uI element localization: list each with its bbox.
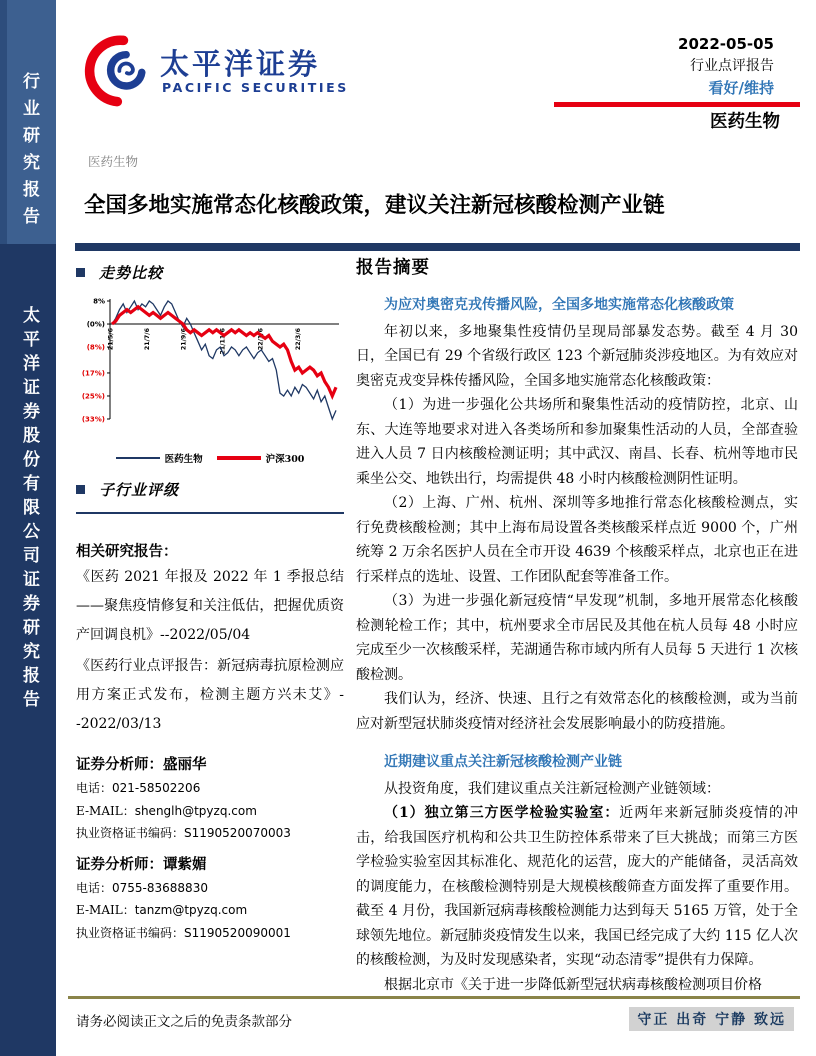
- analyst-phone: 电话：0755-83688830: [76, 880, 208, 895]
- report-meta-block: [554, 34, 800, 135]
- summary-paragraph: （3）为进一步强化新冠疫情“早发现”机制，多地开展常态化核酸检测轮检工作；其中，杭州要求全市居民及其他在杭人员每 48 小时应完成至少一次核酸采样，芜湖通告称市域内所有人员每 5 天进行 1 次核酸检测。: [356, 593, 798, 683]
- analyst-phone: 电话：021-58502206: [76, 781, 201, 795]
- company-logo-block: [84, 28, 464, 120]
- trend-comparison-chart: [76, 291, 344, 443]
- left-column: [76, 258, 344, 944]
- analyst-email: E-MAIL：shenglh@tpyzq.com: [76, 803, 257, 818]
- summary-paragraph: 根据北京市《关于进一步降低新型冠状病毒核酸检测项目价格: [384, 976, 762, 993]
- svg-text:21/5/6: 21/5/6: [107, 328, 115, 351]
- trend-section-title: 走势比较: [99, 264, 164, 282]
- analyst-email: E-MAIL：tanzm@tpyzq.com: [76, 903, 248, 917]
- svg-text:(25%): (25%): [81, 392, 105, 401]
- report-date: 2022-05-05: [678, 35, 774, 53]
- legend-item: 医药生物: [116, 451, 203, 465]
- summary-paragraph: 我们认为，经济、快速、且行之有效常态化的核酸检测，或为当前应对新型冠状肺炎疫情对经济社会发展影响最小的防疫措施。: [356, 691, 798, 732]
- chart-legend: [76, 451, 344, 465]
- legend-item: 沪深300: [217, 451, 305, 465]
- svg-text:21/7/6: 21/7/6: [143, 328, 151, 351]
- svg-text:(33%): (33%): [81, 415, 105, 424]
- sidebar-company-vertical: 太平洋证券股份有限公司证券研究报告: [19, 306, 39, 714]
- analysts-section: [76, 753, 344, 944]
- left-sidebar: [0, 0, 56, 1056]
- summary-subheading: 近期建议重点关注新冠核酸检测产业链: [384, 754, 622, 770]
- footer-divider-line: [68, 996, 800, 999]
- summary-body: [356, 293, 798, 997]
- analyst-name: 证券分析师：谭紫媚: [76, 855, 207, 873]
- brand-name-en: PACIFIC SECURITIES: [162, 80, 349, 95]
- sidebar-bottom-band: [0, 244, 56, 1056]
- title-divider-bar: [75, 243, 800, 251]
- summary-heading: 报告摘要: [356, 258, 430, 278]
- sidebar-report-category-vertical: 行业研究报告: [19, 72, 39, 234]
- brand-name-cn: 太平洋证券: [160, 47, 321, 81]
- summary-paragraph: （1）为进一步强化公共场所和聚集性活动的疫情防控，北京、山东、大连等地要求对进入各类场所和参加聚集性活动的人员，全部查验进入人员 7 日内核酸检测证明；其中武汉、南昌、长春、杭州等地市民乘坐公交、地铁出行，均需提供 48 小时内核酸检测阴性证明。: [356, 397, 798, 487]
- trend-section-header: [76, 262, 344, 283]
- footer-motto: 守正 出奇 宁静 致远: [629, 1007, 794, 1031]
- summary-paragraph: 年初以来，多地聚集性疫情仍呈现局部暴发态势。截至 4 月 30 日，全国已有 29 个省级行政区 123 个新冠肺炎涉疫地区。为有效应对奥密克戎变异株传播风险，全国多地实施常态化核酸政策：: [356, 323, 798, 389]
- industry-rating: 看好/维持: [708, 79, 774, 97]
- svg-text:21/9/6: 21/9/6: [180, 328, 188, 351]
- related-reports-section: [76, 540, 344, 739]
- sidebar-edge-strip: [0, 0, 7, 244]
- category-label: 医药生物: [88, 154, 139, 169]
- summary-column: [356, 254, 798, 997]
- svg-text:22/3/6: 22/3/6: [295, 328, 303, 351]
- page-title: 全国多地实施常态化核酸政策，建议关注新冠核酸检测产业链: [84, 193, 665, 218]
- related-report-item: 《医药行业点评报告：新冠病毒抗原检测应用方案正式发布，检测主题方兴未艾》--2022/03/13: [76, 658, 344, 732]
- related-reports-list: [76, 563, 344, 739]
- summary-paragraph: （1）独立第三方医学检验实验室：近两年来新冠肺炎疫情的冲击，给我国医疗机构和公共卫生防控体系带来了巨大挑战；而第三方医学检验实验室因其标准化、规范化的运营，庞大的产能储备，灵活高效的调度能力，在核酸检测特别是大规模核酸筛查方面发挥了重要作用。截至 4 月份，我国新冠病毒核酸检测能力达到每天 5165 万管，处于全球领先地位。新冠肺炎疫情发生以来，我国已经完成了大约 115 亿人次的核酸检测，为及时发现感染者，实现“动态清零”提供有力保障。: [356, 805, 798, 968]
- svg-text:(8%): (8%): [86, 343, 105, 352]
- industry-name: 医药生物: [710, 112, 780, 132]
- analyst-name: 证券分析师：盛丽华: [76, 756, 207, 773]
- related-report-item: 《医药 2021 年报及 2022 年 1 季报总结——聚焦疫情修复和关注低估，把握优质资产回调良机》--2022/05/04: [76, 569, 344, 643]
- svg-text:(17%): (17%): [81, 369, 105, 378]
- related-reports-title: 相关研究报告：: [76, 543, 178, 560]
- pacific-securities-logo-icon: [84, 28, 152, 114]
- svg-text:8%: 8%: [93, 297, 105, 306]
- sidebar-top-band: [0, 0, 56, 244]
- report-type: 行业点评报告: [690, 58, 774, 74]
- footer-disclaimer: 请务必阅读正文之后的免责条款部分: [76, 1014, 292, 1030]
- square-bullet-icon: [76, 268, 85, 277]
- svg-text:(0%): (0%): [86, 320, 105, 329]
- subrating-section-header: [76, 479, 344, 500]
- red-accent-bar: [554, 102, 800, 107]
- svg-text:22/1/6: 22/1/6: [257, 328, 265, 351]
- square-bullet-icon: [76, 485, 85, 494]
- summary-paragraph: 从投资角度，我们建议重点关注新冠检测产业链领域：: [384, 780, 720, 797]
- subrating-divider: [76, 512, 344, 514]
- analyst-cert: 执业资格证书编码：S1190520090001: [76, 925, 291, 940]
- subrating-section-title: 子行业评级: [99, 481, 180, 499]
- summary-paragraph: （2）上海、广州、杭州、深圳等多地推行常态化核酸检测点，实行免费核酸检测；其中上海布局设置各类核酸采样点近 9000 个，广州统筹 2 万余名医护人员在全市开设 4639 个核酸采样点，北京也正在进行采样点的选址、设置、工作团队配套等准备工作。: [356, 495, 798, 585]
- summary-subheading: 为应对奥密克戎传播风险，全国多地实施常态化核酸政策: [384, 297, 734, 313]
- analyst-cert: 执业资格证书编码：S1190520070003: [76, 826, 291, 840]
- svg-text:21/11/6: 21/11/6: [219, 328, 227, 355]
